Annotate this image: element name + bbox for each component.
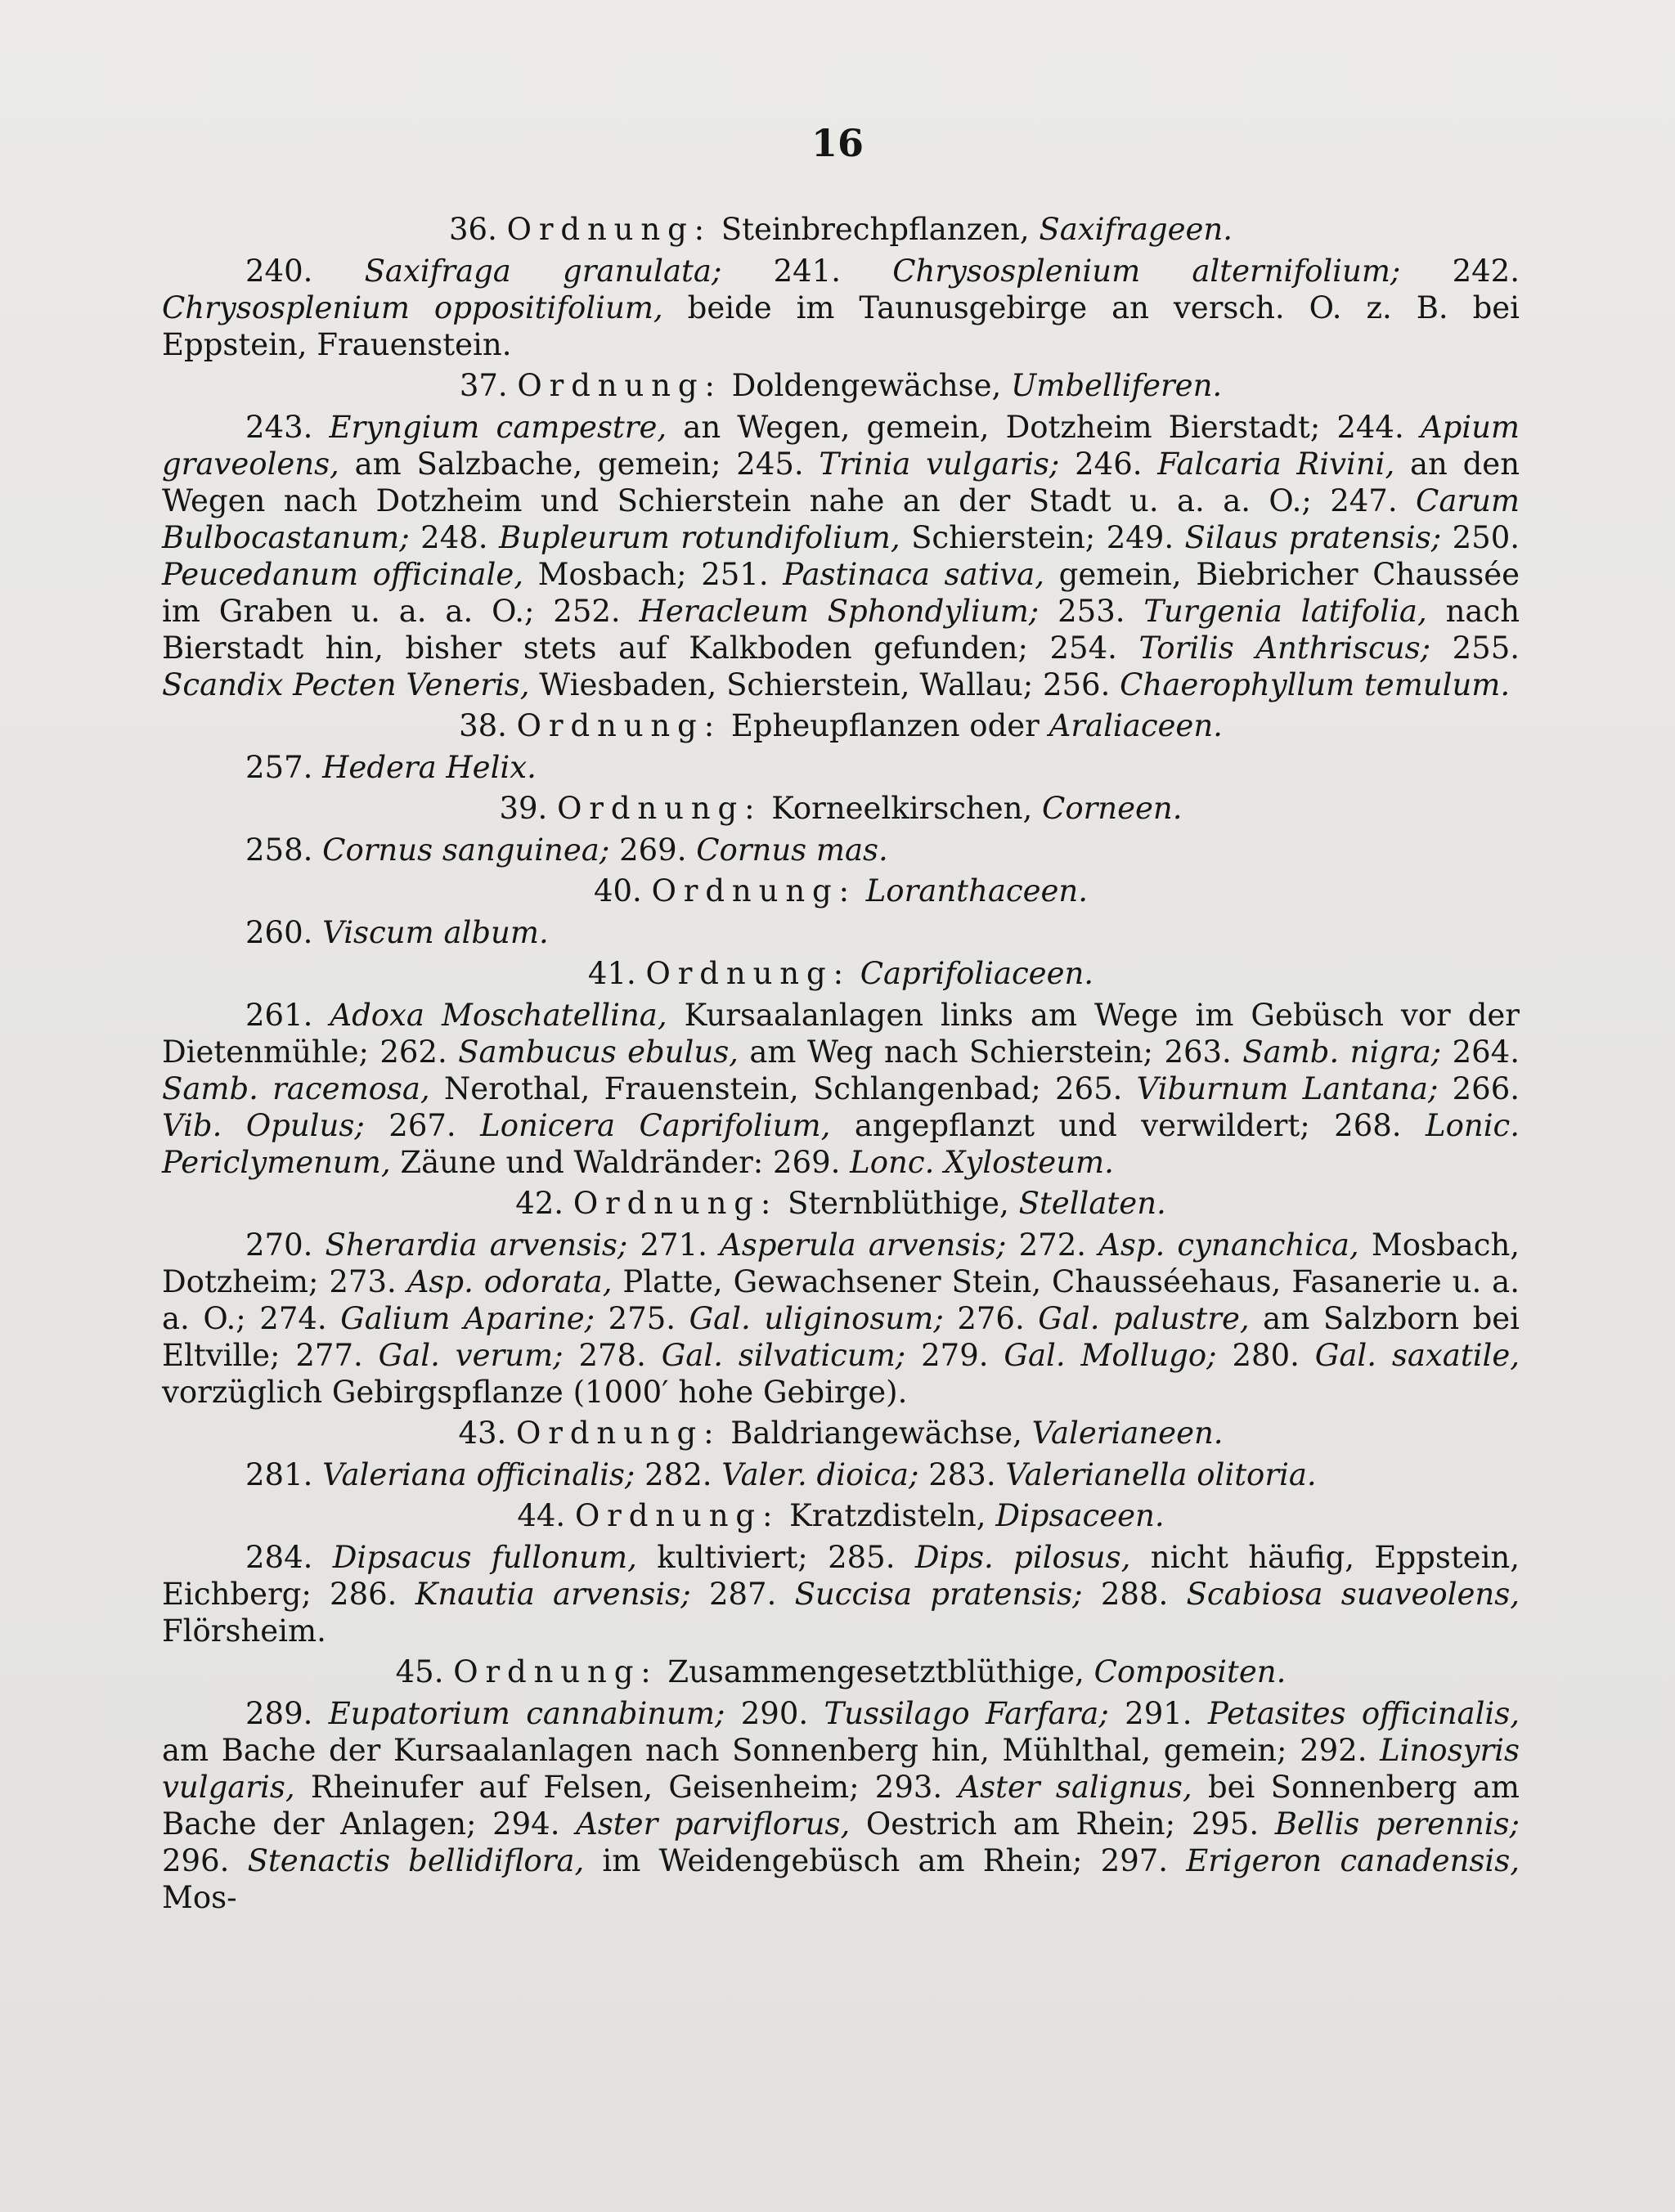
species-name: Linosyris vulgaris, — [162, 1733, 1520, 1805]
species-name: Silaus pratensis; — [1184, 520, 1442, 555]
paragraph-text: beide im Taunusgebirge an versch. O. z. B. bei Eppstein, Frauenstein. — [162, 290, 1520, 362]
paragraph-text: am Weg nach Schierstein; 263. — [738, 1034, 1243, 1070]
species-name: Aster parviflorus, — [576, 1806, 851, 1842]
paragraph-text: 296. — [162, 1843, 248, 1878]
species-paragraph — [162, 1227, 1520, 1411]
paragraph-text: 288. — [1082, 1577, 1187, 1612]
order-label: Ordnung: — [516, 1416, 721, 1451]
order-latin-name: Compositen. — [1093, 1654, 1287, 1689]
order-common-name: Doldengewächse, — [731, 368, 1002, 403]
species-name: Gal. palustre, — [1038, 1301, 1250, 1336]
paragraph-text: Nerothal, Frauenstein, Schlangenbad; 265. — [429, 1071, 1137, 1106]
species-name: Scabiosa suaveolens, — [1186, 1577, 1520, 1612]
paragraph-text: 257. — [245, 750, 323, 785]
order-label: Ordnung: — [557, 791, 762, 826]
paragraph-text: 270. — [245, 1227, 326, 1263]
species-name: Valerianella olitoria. — [1005, 1457, 1317, 1492]
paragraph-text: 260. — [245, 915, 323, 950]
order-number: 36. — [449, 212, 497, 247]
order-number: 40. — [593, 873, 642, 909]
paragraph-text: an Wegen, gemein, Dotzheim Bierstadt; 244. — [667, 410, 1421, 445]
paragraph-text: 243. — [245, 410, 330, 445]
paragraph-text: 290. — [725, 1696, 824, 1731]
order-label: Ordnung: — [651, 873, 856, 909]
order-number: 45. — [395, 1654, 444, 1689]
species-name: Asperula arvensis; — [720, 1227, 1007, 1263]
order-latin-name: Saxifrageen. — [1039, 212, 1233, 247]
paragraph-text: gemein, Biebricher Chaussée im Graben u. a. a. O.; 252. — [162, 557, 1520, 629]
species-name: Viburnum Lantana; — [1136, 1071, 1439, 1106]
species-paragraph — [162, 1456, 1520, 1493]
order-common-name: Zusammengesetztblüthige, — [667, 1654, 1084, 1689]
species-name: Sherardia arvensis; — [325, 1227, 628, 1263]
species-name: Lonc. Xylosteum. — [850, 1145, 1114, 1180]
paragraph-text: 264. — [1441, 1034, 1520, 1070]
order-latin-name: Caprifoliaceen. — [860, 956, 1094, 991]
order-latin-name: Corneen. — [1042, 791, 1183, 826]
paragraph-text: bei Sonnenberg am Bache der Anlagen; 294. — [162, 1770, 1520, 1842]
species-name: Hedera Helix. — [322, 750, 537, 785]
order-number: 44. — [517, 1498, 566, 1533]
species-name: Galium Aparine; — [340, 1301, 595, 1336]
species-name: Tussilago Farfara; — [824, 1696, 1109, 1731]
species-name: Pastinaca sativa, — [783, 557, 1045, 592]
species-name: Gal. silvaticum; — [661, 1338, 906, 1373]
order-label: Ordnung: — [573, 1186, 779, 1221]
species-paragraph — [162, 253, 1520, 363]
paragraph-text: 278. — [563, 1338, 662, 1373]
order-common-name: Kratzdisteln, — [789, 1498, 986, 1533]
order-common-name: Sternblüthige, — [787, 1186, 1009, 1221]
species-name: Gal. saxatile, — [1314, 1338, 1520, 1373]
species-paragraph — [162, 914, 1520, 951]
species-name: Eupatorium cannabinum; — [328, 1696, 725, 1731]
paragraph-text: 253. — [1039, 594, 1144, 629]
paragraph-text: 248. — [409, 520, 499, 555]
paragraph-text: 279. — [905, 1338, 1004, 1373]
order-heading — [162, 955, 1520, 992]
order-number: 42. — [515, 1186, 564, 1221]
paragraph-text: 250. — [1441, 520, 1520, 555]
paragraph-text: 287. — [690, 1577, 795, 1612]
order-label: Ordnung: — [574, 1498, 780, 1533]
paragraph-text: 272. — [1006, 1227, 1099, 1263]
paragraph-text: Mosbach, Dotzheim; 273. — [162, 1227, 1520, 1299]
order-label: Ordnung: — [645, 956, 851, 991]
order-latin-name: Araliaceen. — [1049, 708, 1223, 743]
order-latin-name: Dipsaceen. — [995, 1498, 1165, 1533]
paragraph-text: 258. — [245, 832, 323, 868]
paragraph-text: Mosbach; 251. — [523, 557, 784, 592]
order-label: Ordnung: — [516, 708, 722, 743]
species-name: Stenactis bellidiflora, — [247, 1843, 585, 1878]
paragraph-text: im Weidengebüsch am Rhein; 297. — [584, 1843, 1187, 1878]
paragraph-text: 240. — [245, 254, 365, 289]
order-common-name: Baldriangewächse, — [730, 1416, 1022, 1451]
order-heading — [162, 707, 1520, 744]
paragraph-text: Flörsheim. — [162, 1613, 326, 1649]
species-name: Chrysosplenium oppositifolium, — [162, 290, 663, 325]
body-text — [162, 211, 1520, 1920]
species-name: Bupleurum rotundifolium, — [499, 520, 900, 555]
order-common-name: Korneelkirschen, — [771, 791, 1033, 826]
paragraph-text: 269. — [609, 832, 697, 868]
species-name: Gal. uliginosum; — [689, 1301, 944, 1336]
paragraph-text: Oestrich am Rhein; 295. — [850, 1806, 1275, 1842]
paragraph-text: Mos- — [162, 1880, 237, 1915]
species-name: Aster salignus, — [958, 1770, 1192, 1805]
species-name: Adoxa Moschatellina, — [330, 998, 667, 1033]
order-number: 39. — [499, 791, 548, 826]
paragraph-text: 276. — [943, 1301, 1039, 1336]
order-heading — [162, 790, 1520, 827]
species-name: Scandix Pecten Veneris, — [162, 667, 530, 702]
species-name: Heracleum Sphondylium; — [639, 594, 1040, 629]
species-name: Bellis perennis; — [1274, 1806, 1520, 1842]
order-latin-name: Valerianeen. — [1031, 1416, 1224, 1451]
order-common-name: Epheupflanzen oder — [730, 708, 1040, 743]
order-latin-name: Umbelliferen. — [1011, 368, 1223, 403]
order-heading — [162, 1185, 1520, 1222]
paragraph-text: Wiesbaden, Schierstein, Wallau; 256. — [529, 667, 1120, 702]
species-name: Erigeron canadensis, — [1186, 1843, 1520, 1878]
order-number: 38. — [459, 708, 507, 743]
species-paragraph — [162, 997, 1520, 1181]
order-number: 41. — [587, 956, 636, 991]
species-name: Vib. Opulus; — [162, 1108, 365, 1143]
paragraph-text: 280. — [1216, 1338, 1315, 1373]
page-number: 16 — [811, 121, 864, 165]
order-heading — [162, 1497, 1520, 1534]
paragraph-text: 261. — [245, 998, 330, 1033]
species-name: Gal. verum; — [378, 1338, 564, 1373]
species-name: Samb. racemosa, — [162, 1071, 430, 1106]
species-name: Falcaria Rivini, — [1157, 446, 1395, 482]
paragraph-text: am Salzborn bei Eltville; 277. — [162, 1301, 1520, 1373]
paragraph-text: 283. — [918, 1457, 1006, 1492]
species-paragraph — [162, 1539, 1520, 1649]
paragraph-text: Zäune und Waldränder: 269. — [390, 1145, 851, 1180]
species-name: Lonicera Caprifolium, — [480, 1108, 831, 1143]
paragraph-text: nach Bierstadt hin, bisher stets auf Kalkboden gefunden; 254. — [162, 594, 1520, 666]
paragraph-text: an den Wegen nach Dotzheim und Schierstein nahe an der Stadt u. a. a. O.; 247. — [162, 446, 1520, 518]
species-paragraph — [162, 1695, 1520, 1916]
paragraph-text: 246. — [1059, 446, 1158, 482]
paragraph-text: 282. — [635, 1457, 722, 1492]
paragraph-text: 291. — [1108, 1696, 1208, 1731]
paragraph-text: am Salzbache, gemein; 245. — [339, 446, 820, 482]
species-name: Samb. nigra; — [1242, 1034, 1442, 1070]
paragraph-text: 241. — [721, 254, 893, 289]
species-paragraph — [162, 749, 1520, 786]
order-heading — [162, 1653, 1520, 1690]
order-number: 43. — [458, 1416, 507, 1451]
species-name: Asp. cynanchica, — [1098, 1227, 1359, 1263]
species-name: Dipsacus fullonum, — [332, 1540, 637, 1575]
paragraph-text: am Bache der Kursaalanlagen nach Sonnenberg hin, Mühlthal, gemein; 292. — [162, 1733, 1381, 1768]
species-name: Turgenia latifolia, — [1143, 594, 1427, 629]
paragraph-text: 255. — [1430, 630, 1520, 666]
order-heading — [162, 1415, 1520, 1451]
paragraph-text: 275. — [595, 1301, 689, 1336]
paragraph-text: Rheinufer auf Felsen, Geisenheim; 293. — [294, 1770, 959, 1805]
paragraph-text: nicht häufig, Eppstein, Eichberg; 286. — [162, 1540, 1520, 1612]
species-name: Gal. Mollugo; — [1004, 1338, 1217, 1373]
species-name: Peucedanum officinale, — [162, 557, 523, 592]
order-heading — [162, 367, 1520, 404]
order-heading — [162, 211, 1520, 248]
order-number: 37. — [459, 368, 508, 403]
paragraph-text: Schierstein; 249. — [900, 520, 1185, 555]
species-name: Cornus mas. — [696, 832, 888, 868]
order-label: Ordnung: — [453, 1654, 658, 1689]
species-name: Sambucus ebulus, — [458, 1034, 739, 1070]
species-name: Succisa pratensis; — [794, 1577, 1083, 1612]
paragraph-text: Kursaalanlagen links am Wege im Gebüsch vor der Dietenmühle; 262. — [162, 998, 1520, 1070]
species-name: Asp. odorata, — [406, 1264, 613, 1299]
paragraph-text: 271. — [627, 1227, 721, 1263]
paragraph-text: 267. — [364, 1108, 481, 1143]
paragraph-text: 242. — [1400, 254, 1520, 289]
species-name: Viscum album. — [322, 915, 549, 950]
order-latin-name: Loranthaceen. — [865, 873, 1089, 909]
species-name: Trinia vulgaris; — [819, 446, 1060, 482]
species-name: Dips. pilosus, — [914, 1540, 1131, 1575]
species-name: Knautia arvensis; — [415, 1577, 691, 1612]
species-name: Petasites officinalis, — [1207, 1696, 1520, 1731]
species-name: Saxifraga granulata; — [364, 254, 722, 289]
species-name: Chaerophyllum temulum. — [1120, 667, 1511, 702]
paragraph-text: 289. — [245, 1696, 329, 1731]
species-name: Valeriana officinalis; — [322, 1457, 635, 1492]
species-name: Torilis Anthriscus; — [1138, 630, 1431, 666]
order-label: Ordnung: — [506, 212, 712, 247]
paragraph-text: 281. — [245, 1457, 323, 1492]
order-label: Ordnung: — [517, 368, 722, 403]
order-common-name: Steinbrechpflanzen, — [721, 212, 1030, 247]
species-paragraph — [162, 409, 1520, 703]
species-name: Chrysosplenium alternifolium; — [892, 254, 1401, 289]
species-name: Valer. dioica; — [721, 1457, 919, 1492]
paragraph-text: kultiviert; 285. — [636, 1540, 915, 1575]
species-paragraph — [162, 832, 1520, 868]
paragraph-text: angepflanzt und verwildert; 268. — [830, 1108, 1426, 1143]
order-latin-name: Stellaten. — [1018, 1186, 1166, 1221]
order-heading — [162, 873, 1520, 909]
species-name: Apium graveolens, — [162, 410, 1520, 482]
paragraph-text: Platte, Gewachsener Stein, Chausséehaus, Fasanerie u. a. a. O.; 274. — [162, 1264, 1520, 1336]
species-name: Cornus sanguinea; — [322, 832, 610, 868]
species-name: Eryngium campestre, — [329, 410, 667, 445]
paragraph-text: vorzüglich Gebirgspflanze (1000′ hohe Gebirge). — [162, 1375, 908, 1410]
species-name: Carum Bulbocastanum; — [162, 483, 1520, 555]
paragraph-text: 284. — [245, 1540, 333, 1575]
paragraph-text: 266. — [1438, 1071, 1520, 1106]
species-name: Lonic. Periclymenum, — [162, 1108, 1520, 1180]
